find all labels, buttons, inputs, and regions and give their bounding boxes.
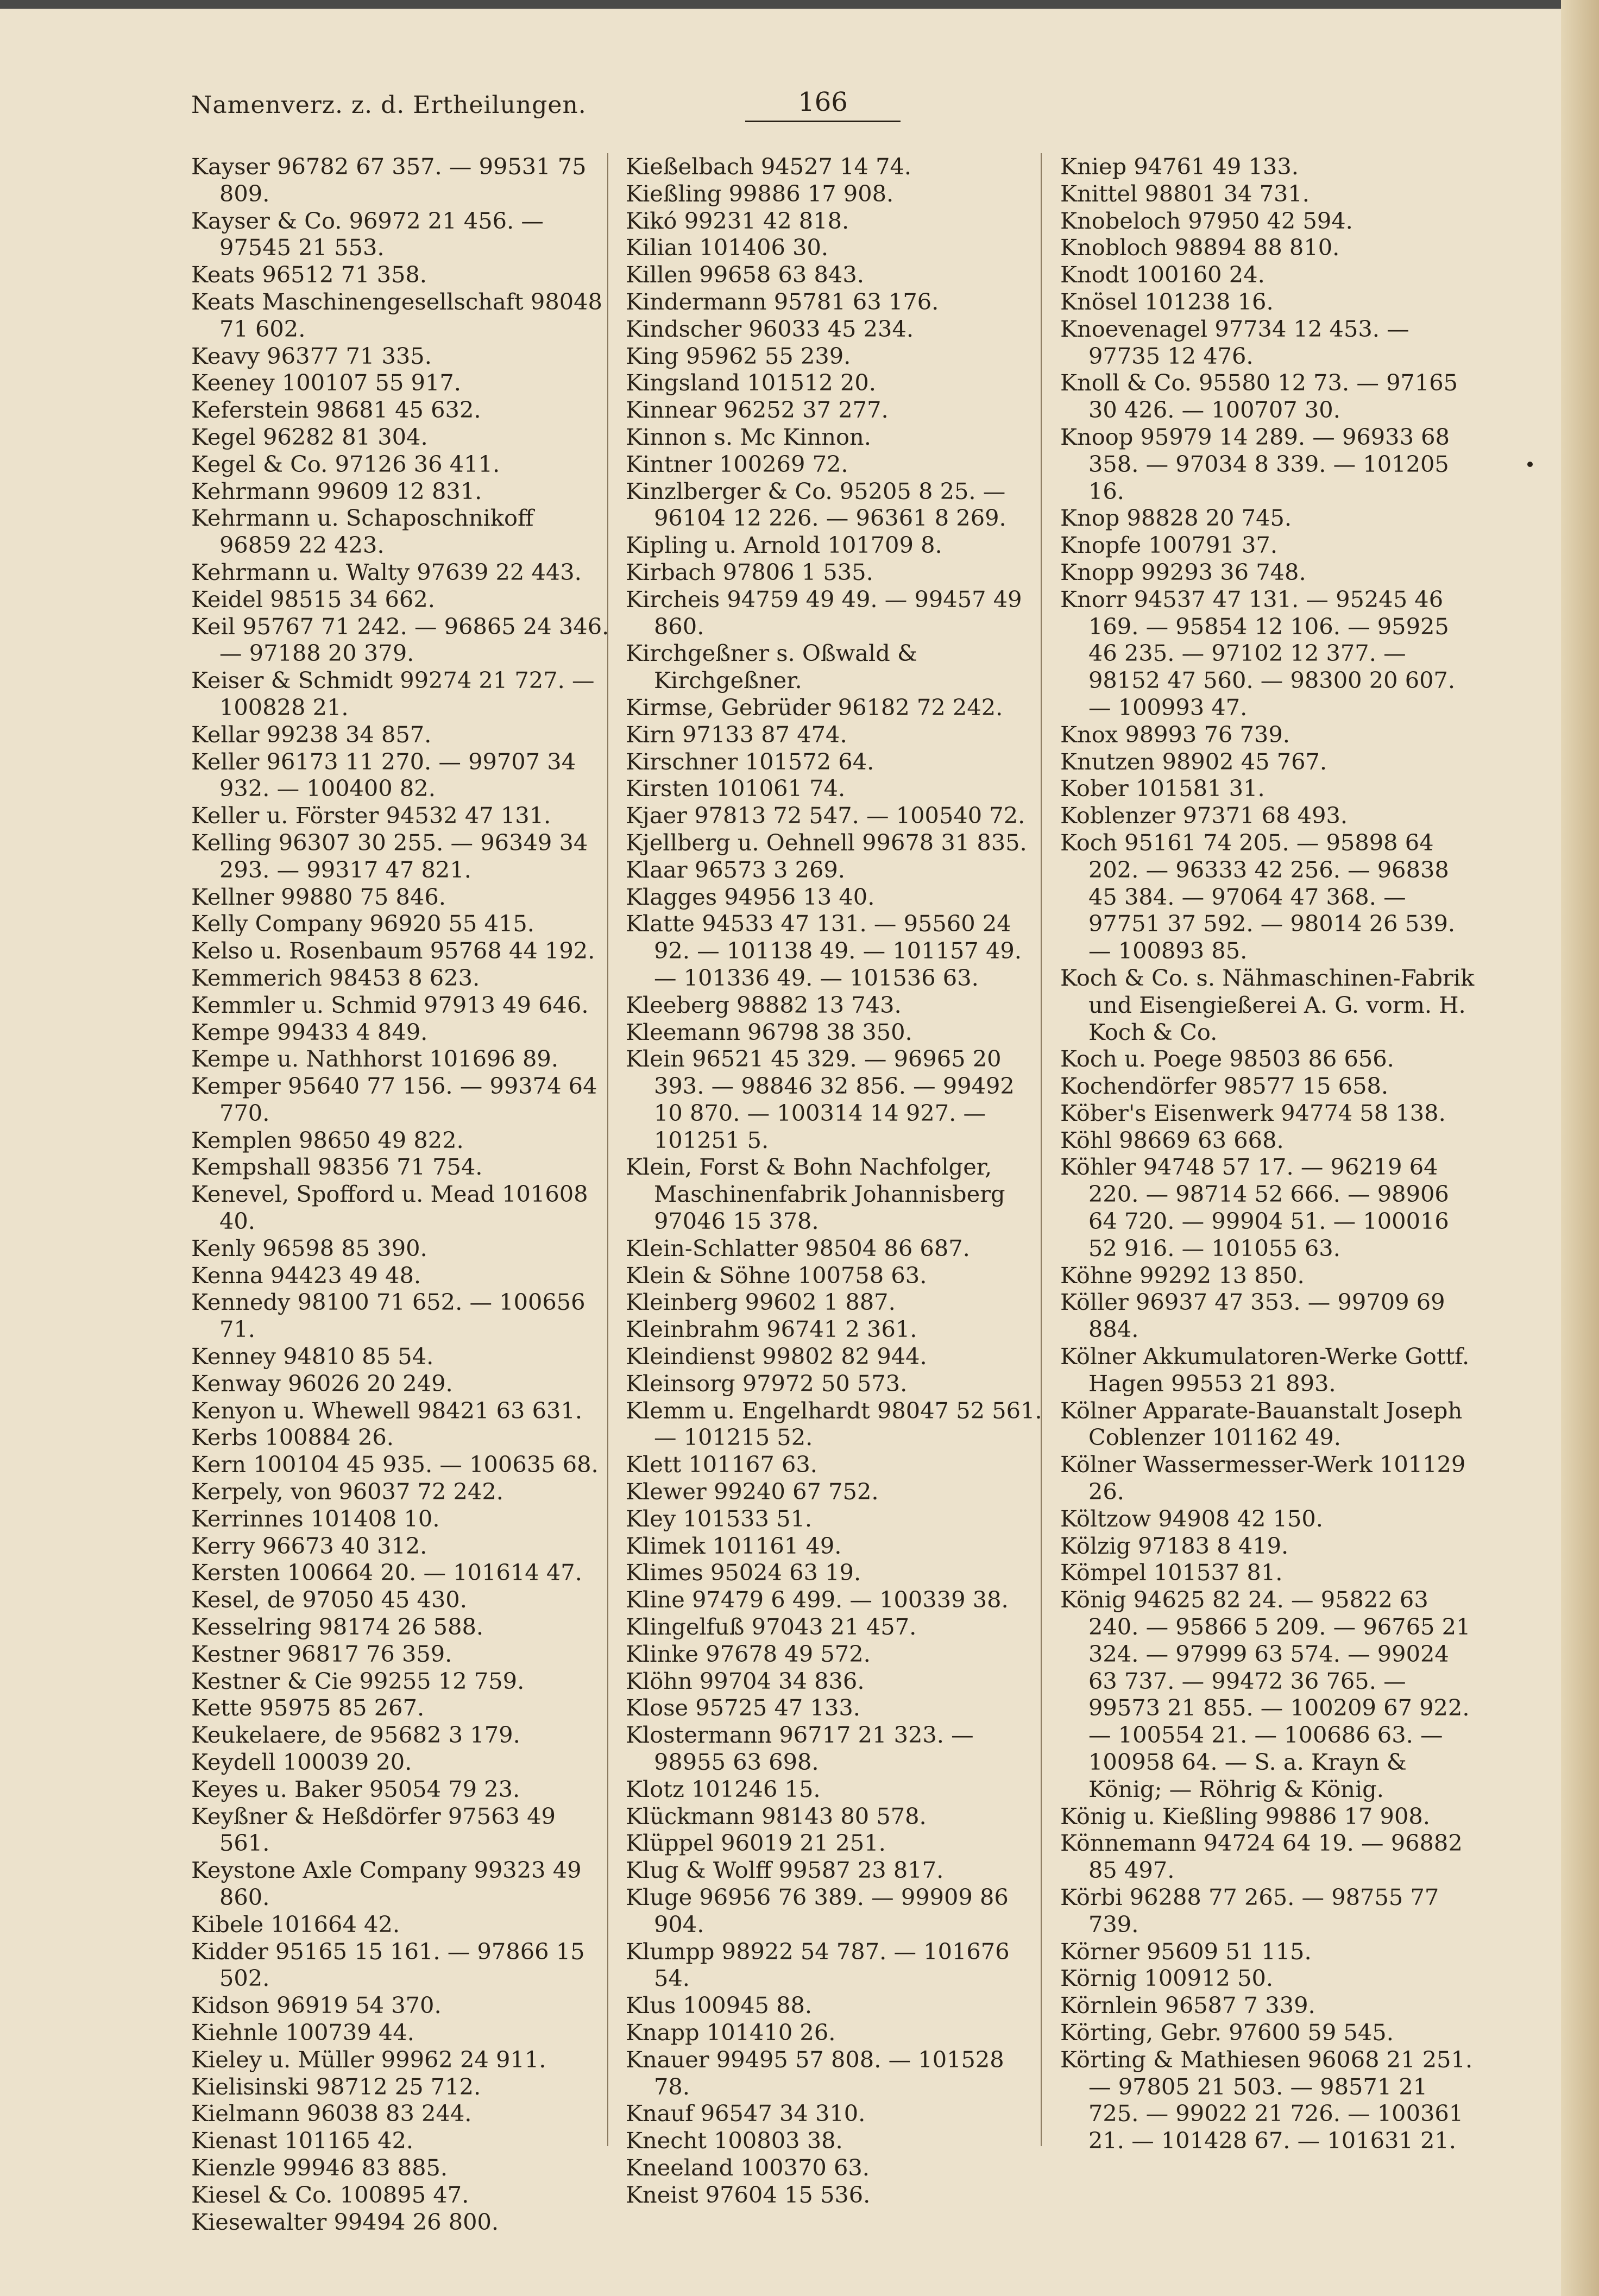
page-binding-edge [1561, 0, 1599, 2296]
index-entry: Kennedy 98100 71 652. — 100656 71. [191, 1289, 586, 1343]
index-entry: Knodt 100160 24. [1060, 261, 1265, 288]
index-entry: Kersten 100664 20. — 101614 47. [191, 1559, 582, 1586]
index-entry: Kikó 99231 42 818. [626, 207, 849, 234]
index-entry: Kerbs 100884 26. [191, 1424, 394, 1451]
index-entry: Kirsten 101061 74. [626, 775, 846, 802]
index-column-1 [191, 153, 609, 2235]
index-entry: Kerpely, von 96037 72 242. [191, 1478, 503, 1505]
index-entry: Kieley u. Müller 99962 24 911. [191, 2046, 546, 2073]
index-entry: Körnlein 96587 7 339. [1060, 1992, 1315, 2019]
index-entry: Kindscher 96033 45 234. [626, 315, 914, 342]
index-entry: Kerry 96673 40 312. [191, 1532, 427, 1559]
index-entry: Klagges 94956 13 40. [626, 883, 875, 910]
index-entry: Kömpel 101537 81. [1060, 1559, 1283, 1586]
index-entry: Kesel, de 97050 45 430. [191, 1586, 467, 1613]
index-entry: Kibele 101664 42. [191, 1910, 400, 1938]
index-entry: Klinke 97678 49 572. [626, 1640, 871, 1667]
index-entry: Kiesel & Co. 100895 47. [191, 2181, 469, 2208]
index-entry: Klein & Söhne 100758 63. [626, 1261, 927, 1289]
index-entry: Kemper 95640 77 156. — 99374 64 770. [191, 1073, 597, 1126]
index-entry: Klewer 99240 67 752. [626, 1478, 879, 1505]
index-entry: Killen 99658 63 843. [626, 261, 864, 288]
index-entry: Kjellberg u. Oehnell 99678 31 835. [626, 829, 1027, 856]
index-entry: Kayser & Co. 96972 21 456. — 97545 21 553. [191, 207, 544, 261]
index-entry: Kehrmann u. Walty 97639 22 443. [191, 558, 582, 585]
index-entry: Kinnon s. Mc Kinnon. [626, 423, 871, 450]
index-entry: Kehrmann 99609 12 831. [191, 477, 482, 504]
index-entry: Knauer 99495 57 808. — 101528 78. [626, 2046, 1004, 2100]
index-entry: Körbi 96288 77 265. — 98755 77 739. [1060, 1884, 1439, 1938]
index-entry: Knösel 101238 16. [1060, 288, 1274, 315]
index-entry: Kjaer 97813 72 547. — 100540 72. [626, 802, 1025, 829]
index-entry: Klus 100945 88. [626, 1992, 813, 2019]
index-entry: Kinnear 96252 37 277. [626, 396, 889, 424]
index-entry: Kern 100104 45 935. — 100635 68. [191, 1451, 599, 1478]
index-entry: Kölzig 97183 8 419. [1060, 1532, 1289, 1559]
index-entry: Kießling 99886 17 908. [626, 180, 894, 207]
index-entry: Körting, Gebr. 97600 59 545. [1060, 2019, 1394, 2046]
index-entry: Klug & Wolff 99587 23 817. [626, 1857, 944, 1884]
index-entry: Kinzlberger & Co. 95205 8 25. — 96104 12 226. — 96361 8 269. [626, 477, 1006, 532]
page-top-edge [0, 0, 1599, 9]
index-entry: Körnig 100912 50. [1060, 1965, 1274, 1992]
index-entry: Kestner & Cie 99255 12 759. [191, 1667, 525, 1694]
index-entry: Klein 96521 45 329. — 96965 20 393. — 98846 32 856. — 99492 10 870. — 100314 14 927. — 101251 5. [626, 1045, 1015, 1153]
index-entry: Klostermann 96717 21 323. — 98955 63 698. [626, 1721, 974, 1776]
index-entry: Knutzen 98902 45 767. [1060, 748, 1327, 775]
index-entry: Kleemann 96798 38 350. [626, 1018, 912, 1045]
index-entry: Kenevel, Spofford u. Mead 101608 40. [191, 1181, 588, 1235]
index-entry: Kneeland 100370 63. [626, 2154, 870, 2181]
index-entry: Keyes u. Baker 95054 79 23. [191, 1775, 520, 1802]
index-entry: Keats 96512 71 358. [191, 261, 427, 288]
index-entry: Kirmse, Gebrüder 96182 72 242. [626, 693, 1003, 721]
index-entry: Knopp 99293 36 748. [1060, 558, 1306, 585]
index-entry: Kipling u. Arnold 101709 8. [626, 532, 942, 559]
index-entry: Kenna 94423 49 48. [191, 1261, 421, 1289]
index-entry: Klein-Schlatter 98504 86 687. [626, 1234, 970, 1261]
index-entry: Knittel 98801 34 731. [1060, 180, 1310, 207]
index-entry: Knobeloch 97950 42 594. [1060, 207, 1353, 234]
index-entry: Klückmann 98143 80 578. [626, 1802, 927, 1830]
index-entry: Keavy 96377 71 335. [191, 342, 432, 369]
index-entry: Koch & Co. s. Nähmaschinen-Fabrik und Eisengießerei A. G. vorm. H. Koch & Co. [1060, 964, 1475, 1045]
index-entry: Kelso u. Rosenbaum 95768 44 192. [191, 937, 595, 964]
index-entry: Knobloch 98894 88 810. [1060, 234, 1340, 261]
index-entry: Keydell 100039 20. [191, 1749, 412, 1776]
index-entry: Kober 101581 31. [1060, 775, 1265, 802]
index-entry: Körner 95609 51 115. [1060, 1938, 1312, 1965]
index-entry: Knapp 101410 26. [626, 2019, 836, 2046]
index-entry: Klingelfuß 97043 21 457. [626, 1613, 917, 1641]
index-entry: Kehrmann u. Schaposchnikoff 96859 22 423. [191, 504, 534, 559]
index-entry: Kneist 97604 15 536. [626, 2181, 871, 2208]
index-entry: Kesselring 98174 26 588. [191, 1613, 484, 1641]
index-entry: König 94625 82 24. — 95822 63 240. — 95866 5 209. — 96765 21 324. — 97999 63 574. — 99024 63 737. — 99472 36 765. — 99573 21 855. — 100209 67 922. — 100554 21. — 100686 63. — 100958 64. — S. a. Krayn & König; — Röhrig & König. [1060, 1586, 1471, 1802]
index-entry: Kielisinski 98712 25 712. [191, 2073, 481, 2100]
index-entry: Kleeberg 98882 13 743. [626, 991, 902, 1018]
index-entry: Klatte 94533 47 131. — 95560 24 92. — 101138 49. — 101157 49. — 101336 49. — 101536 63. [626, 910, 1022, 991]
index-entry: Kirbach 97806 1 535. [626, 558, 873, 585]
index-entry: Kelly Company 96920 55 415. [191, 910, 535, 937]
index-entry: Kölner Wassermesser-Werk 101129 26. [1060, 1451, 1466, 1505]
index-entry: Keller 96173 11 270. — 99707 34 932. — 100400 82. [191, 748, 576, 802]
index-entry: Kenly 96598 85 390. [191, 1234, 427, 1261]
index-entry: Kleinsorg 97972 50 573. [626, 1370, 908, 1397]
index-entry: Kenney 94810 85 54. [191, 1343, 434, 1370]
index-entry: Keil 95767 71 242. — 96865 24 346. — 97188 20 379. [191, 613, 609, 667]
index-entry: Keystone Axle Company 99323 49 860. [191, 1857, 582, 1910]
index-entry: Kniep 94761 49 133. [1060, 153, 1299, 180]
index-entry: Knox 98993 76 739. [1060, 721, 1290, 748]
index-entry: Keiser & Schmidt 99274 21 727. — 100828 21. [191, 667, 595, 721]
index-entry: Kiehnle 100739 44. [191, 2019, 414, 2046]
index-entry: Kleinbrahm 96741 2 361. [626, 1316, 917, 1343]
index-entry: Kleinberg 99602 1 887. [626, 1289, 896, 1316]
index-entry: Keller u. Förster 94532 47 131. [191, 802, 551, 829]
index-entry: Kempshall 98356 71 754. [191, 1153, 483, 1181]
index-entry: Kirschner 101572 64. [626, 748, 874, 775]
index-entry: Kenway 96026 20 249. [191, 1370, 453, 1397]
index-column-2 [626, 153, 1044, 2209]
index-entry: Könnemann 94724 64 19. — 96882 85 497. [1060, 1830, 1463, 1884]
index-entry: Kirn 97133 87 474. [626, 721, 847, 748]
index-entry: Kley 101533 51. [626, 1505, 813, 1532]
index-entry: Kempe 99433 4 849. [191, 1018, 428, 1045]
index-entry: Keidel 98515 34 662. [191, 585, 435, 613]
page-number: 166 [745, 87, 901, 122]
index-entry: Kingsland 101512 20. [626, 369, 876, 396]
index-column-3 [1060, 153, 1478, 2154]
index-entry: Kestner 96817 76 359. [191, 1640, 452, 1667]
index-entry: Knoll & Co. 95580 12 73. — 97165 30 426. — 100707 30. [1060, 369, 1458, 424]
index-entry: Kidder 95165 15 161. — 97866 15 502. [191, 1938, 585, 1992]
index-entry: Költzow 94908 42 150. [1060, 1505, 1323, 1532]
index-entry: Kemmerich 98453 8 623. [191, 964, 480, 991]
index-entry: Köhler 94748 57 17. — 96219 64 220. — 98714 52 666. — 98906 64 720. — 99904 51. — 100016 52 916. — 101055 63. [1060, 1153, 1449, 1261]
index-entry: Kielmann 96038 83 244. [191, 2100, 472, 2127]
index-entry: Koblenzer 97371 68 493. [1060, 802, 1348, 829]
index-entry: Kircheis 94759 49 49. — 99457 49 860. [626, 585, 1022, 640]
index-entry: Keats Maschinengesellschaft 98048 71 602. [191, 288, 602, 342]
index-entry: Knauf 96547 34 310. [626, 2100, 866, 2127]
index-entry: Koch u. Poege 98503 86 656. [1060, 1045, 1394, 1073]
index-entry: Kidson 96919 54 370. [191, 1992, 442, 2019]
index-entry: Köber's Eisenwerk 94774 58 138. [1060, 1099, 1446, 1126]
index-entry: Kießelbach 94527 14 74. [626, 153, 912, 180]
index-entry: Kemplen 98650 49 822. [191, 1126, 464, 1153]
index-entry: Kellner 99880 75 846. [191, 883, 446, 910]
index-entry: Köller 96937 47 353. — 99709 69 884. [1060, 1289, 1445, 1343]
index-entry: Kindermann 95781 63 176. [626, 288, 939, 315]
index-entry: Kienast 101165 42. [191, 2127, 414, 2154]
index-entry: Kirchgeßner s. Oßwald & Kirchgeßner. [626, 640, 917, 694]
index-entry: Klemm u. Engelhardt 98047 52 561. — 101215 52. [626, 1397, 1042, 1451]
index-entry: Knoop 95979 14 289. — 96933 68 358. — 97034 8 339. — 101205 16. [1060, 423, 1450, 504]
index-entry: Keyßner & Heßdörfer 97563 49 561. [191, 1802, 556, 1857]
index-entry: Knopfe 100791 37. [1060, 532, 1278, 559]
index-entry: Kluge 96956 76 389. — 99909 86 904. [626, 1884, 1009, 1938]
index-entry: Kline 97479 6 499. — 100339 38. [626, 1586, 1009, 1613]
index-entry: Körting & Mathiesen 96068 21 251. — 97805 21 503. — 98571 21 725. — 99022 21 726. — 100361 21. — 101428 67. — 101631 21. [1060, 2046, 1473, 2154]
index-entry: Keeney 100107 55 917. [191, 369, 461, 396]
index-entry: Kiesewalter 99494 26 800. [191, 2208, 499, 2235]
index-entry: Kempe u. Nathhorst 101696 89. [191, 1045, 559, 1073]
index-entry: Kegel & Co. 97126 36 411. [191, 450, 500, 477]
index-entry: Kölner Akkumulatoren-Werke Gottf. Hagen 99553 21 893. [1060, 1343, 1470, 1397]
index-entry: Keukelaere, de 95682 3 179. [191, 1721, 520, 1749]
index-entry: Kayser 96782 67 357. — 99531 75 809. [191, 153, 587, 207]
index-entry: Koch 95161 74 205. — 95898 64 202. — 96333 42 256. — 96838 45 384. — 97064 47 368. — 97751 37 592. — 98014 26 539. — 100893 85. [1060, 829, 1456, 964]
index-entry: Kelling 96307 30 255. — 96349 34 293. — 99317 47 821. [191, 829, 588, 883]
index-entry: Knop 98828 20 745. [1060, 504, 1292, 532]
index-entry: Knecht 100803 38. [626, 2127, 843, 2154]
index-entry: Klumpp 98922 54 787. — 101676 54. [626, 1938, 1010, 1992]
index-entry: Knorr 94537 47 131. — 95245 46 169. — 95854 12 106. — 95925 46 235. — 97102 12 377. — 98152 47 560. — 98300 20 607. — 100993 47. [1060, 585, 1456, 721]
index-entry: Kegel 96282 81 304. [191, 423, 428, 450]
index-entry: Klose 95725 47 133. [626, 1694, 860, 1721]
index-entry: Kilian 101406 30. [626, 234, 829, 261]
index-entry: Klimek 101161 49. [626, 1532, 842, 1559]
index-entry: Klimes 95024 63 19. [626, 1559, 861, 1586]
index-entry: Kette 95975 85 267. [191, 1694, 425, 1721]
index-entry: König u. Kießling 99886 17 908. [1060, 1802, 1430, 1830]
index-entry: King 95962 55 239. [626, 342, 851, 369]
index-entry: Klein, Forst & Bohn Nachfolger, Maschinenfabrik Johannisberg 97046 15 378. [626, 1153, 1005, 1235]
index-entry: Kölner Apparate-Bauanstalt Joseph Coblenzer 101162 49. [1060, 1397, 1463, 1451]
index-entry: Klaar 96573 3 269. [626, 856, 845, 883]
index-entry: Kintner 100269 72. [626, 450, 848, 477]
index-entry: Kleindienst 99802 82 944. [626, 1343, 927, 1370]
ink-speck [1527, 462, 1533, 467]
index-entry: Klett 101167 63. [626, 1451, 817, 1478]
index-entry: Kerrinnes 101408 10. [191, 1505, 440, 1532]
index-entry: Köhl 98669 63 668. [1060, 1126, 1284, 1153]
index-entry: Kienzle 99946 83 885. [191, 2154, 448, 2181]
running-header-title: Namenverz. z. d. Ertheilungen. [191, 91, 587, 119]
index-entry: Kemmler u. Schmid 97913 49 646. [191, 991, 589, 1018]
index-entry: Klöhn 99704 34 836. [626, 1667, 865, 1694]
index-entry: Klotz 101246 15. [626, 1775, 821, 1802]
index-entry: Keferstein 98681 45 632. [191, 396, 481, 424]
index-entry: Klüppel 96019 21 251. [626, 1830, 886, 1857]
index-entry: Köhne 99292 13 850. [1060, 1261, 1305, 1289]
index-entry: Knoevenagel 97734 12 453. — 97735 12 476. [1060, 315, 1409, 369]
index-entry: Kenyon u. Whewell 98421 63 631. [191, 1397, 583, 1424]
index-entry: Kochendörfer 98577 15 658. [1060, 1073, 1389, 1100]
index-entry: Kellar 99238 34 857. [191, 721, 432, 748]
